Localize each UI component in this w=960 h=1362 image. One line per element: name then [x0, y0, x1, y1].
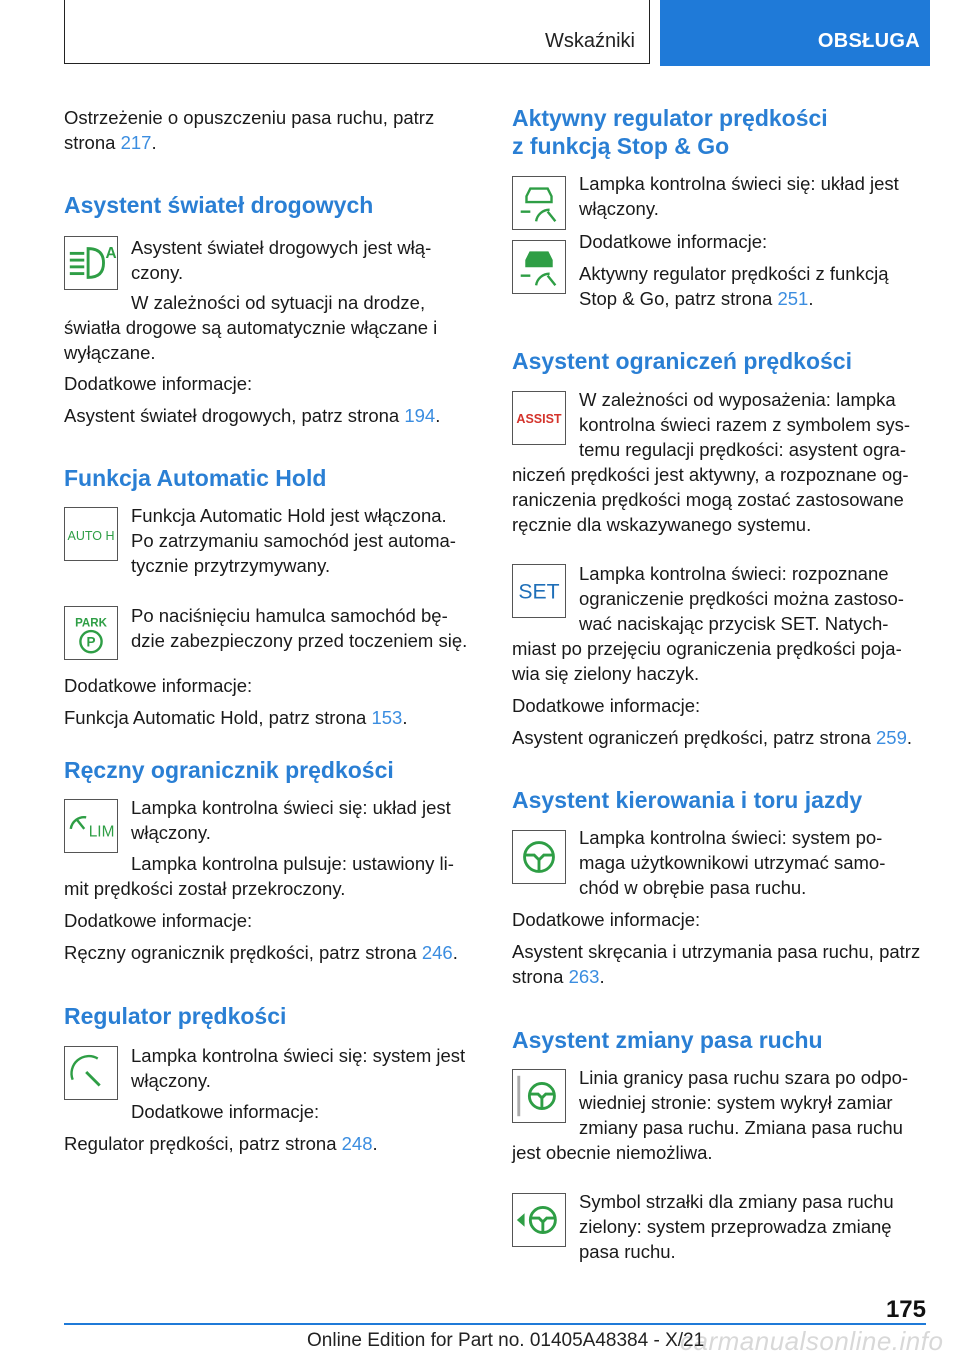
svg-text:SET: SET	[518, 580, 560, 604]
s3-more: Dodatkowe informacje:	[64, 910, 253, 931]
s3-p2b: mit prędkości został przekroczony.	[64, 878, 346, 899]
s1-p2b: światła drogowe są automatycznie włączane i	[64, 317, 438, 338]
svg-text:P: P	[86, 634, 96, 650]
r1-refb: Stop & Go, patrz strona 251.	[579, 288, 814, 309]
heading-lane-change-assist: Asystent zmiany pasa ruchu	[512, 1027, 823, 1053]
r1-more: Dodatkowe informacje:	[579, 231, 768, 252]
svg-text:LIM: LIM	[88, 823, 115, 841]
r4-p1c: zmiany pasa ruchu. Zmiana pasa ruchu	[579, 1117, 903, 1138]
watermark: carmanualsonline.info	[680, 1326, 944, 1356]
r3-p1b: maga użytkownikowi utrzymać samo‐	[579, 852, 886, 873]
r3-p1a: Lampka kontrolna świeci: system po‐	[579, 827, 883, 848]
high-beam-assistant-icon	[64, 236, 118, 290]
s1-p1a: Asystent świateł drogowych jest włą‐	[131, 237, 432, 258]
chapter-title: OBSŁUGA	[817, 30, 920, 52]
r1-refa: Aktywny regulator prędkości z funkcją	[579, 263, 889, 284]
intro-line-2: strona 217.	[64, 132, 157, 153]
page-link[interactable]: 217	[120, 132, 152, 153]
s3-p2a: Lampka kontrolna pulsuje: ustawiony li‐	[131, 853, 454, 874]
r4-p2b: zielony: system przeprowadza zmianę	[579, 1216, 892, 1237]
acc-active-icon	[512, 176, 566, 230]
r2-p1e: raniczenia prędkości mogą zostać zastosowane	[512, 489, 904, 510]
acc-info-icon	[512, 240, 566, 294]
svg-text:A: A	[105, 245, 117, 263]
lane-change-gray-icon	[512, 1069, 566, 1123]
r2-p1a: W zależności od wyposażenia: lampka	[579, 389, 896, 410]
s1-p2a: W zależności od sytuacji na drodze,	[131, 292, 426, 313]
r2-p1c: temu regulacji prędkości: asystent ogra‐	[579, 439, 906, 460]
svg-text:ASSIST: ASSIST	[516, 411, 562, 426]
s1-p2c: wyłączane.	[64, 342, 156, 363]
cruise-control-icon	[64, 1046, 118, 1100]
r2-p1b: kontrolna świeci razem z symbolem sys‐	[579, 414, 911, 435]
park-icon	[64, 606, 118, 660]
page-link[interactable]: 259	[876, 727, 907, 748]
page-link[interactable]: 194	[404, 405, 436, 426]
page-link[interactable]: 246	[421, 942, 453, 963]
r2-p2d: miast po przejęciu ograniczenia prędkości poja‐	[512, 638, 902, 659]
heading-cruise-control: Regulator prędkości	[64, 1003, 287, 1029]
s4-p1b: włączony.	[131, 1070, 211, 1091]
s1-ref: Asystent świateł drogowych, patrz strona 194.	[64, 405, 441, 426]
section-title: Wskaźniki	[544, 30, 635, 52]
heading-acc-stop-go-2: z funkcją Stop & Go	[512, 133, 730, 159]
s3-p1b: włączony.	[131, 822, 211, 843]
s2-ref: Funkcja Automatic Hold, patrz strona 153.	[64, 707, 408, 728]
r1-p1b: włączony.	[579, 198, 659, 219]
page-link[interactable]: 248	[341, 1133, 373, 1154]
r2-p2a: Lampka kontrolna świeci: rozpoznane	[579, 563, 889, 584]
r2-p2c: wać naciskając przycisk SET. Natych‐	[579, 613, 889, 634]
r2-ref: Asystent ograniczeń prędkości, patrz strona 259.	[512, 727, 913, 748]
s2-more: Dodatkowe informacje:	[64, 675, 253, 696]
s2-p1a: Funkcja Automatic Hold jest włączona.	[131, 505, 447, 526]
speed-limiter-icon	[64, 799, 118, 853]
page-header	[64, 0, 930, 66]
heading-automatic-hold: Funkcja Automatic Hold	[64, 465, 327, 491]
r2-p2e: wia się zielony haczyk.	[512, 663, 700, 684]
edition-text: Online Edition for Part no. 01405A48384 - X/21	[307, 1330, 705, 1351]
s2-p2b: dzie zabezpieczony przed toczeniem się.	[131, 630, 468, 651]
r2-p1d: niczeń prędkości jest aktywny, a rozpoznane og‐	[512, 464, 909, 485]
page-link[interactable]: 153	[371, 707, 403, 728]
page-link[interactable]: 251	[777, 288, 809, 309]
set-icon	[512, 564, 566, 618]
r2-p1f: ręcznie dla wskazywanego systemu.	[512, 514, 812, 535]
heading-manual-speed-limiter: Ręczny ogranicznik prędkości	[64, 757, 394, 783]
steering-wheel-icon	[512, 830, 566, 884]
r4-p1a: Linia granicy pasa ruchu szara po odpo‐	[579, 1067, 909, 1088]
r2-p2b: ograniczenie prędkości można zastoso‐	[579, 588, 904, 609]
s1-more: Dodatkowe informacje:	[64, 373, 253, 394]
r3-refb: strona 263.	[512, 966, 605, 987]
r4-p1d: jest obecnie niemożliwa.	[512, 1142, 713, 1163]
s2-p1c: tycznie przytrzymywany.	[131, 555, 331, 576]
auto-hold-icon	[64, 507, 118, 561]
r3-more: Dodatkowe informacje:	[512, 909, 701, 930]
r4-p1b: wiedniej stronie: system wykrył zamiar	[579, 1092, 893, 1113]
section-tab	[64, 0, 650, 64]
assist-icon	[512, 391, 566, 445]
s3-ref: Ręczny ogranicznik prędkości, patrz strona 246.	[64, 942, 458, 963]
s2-p2a: Po naciśnięciu hamulca samochód bę‐	[131, 605, 448, 626]
heading-speed-limit-assist: Asystent ograniczeń prędkości	[512, 348, 852, 374]
s4-more: Dodatkowe informacje:	[131, 1101, 320, 1122]
heading-high-beam-assistant: Asystent świateł drogowych	[64, 192, 374, 218]
r1-p1a: Lampka kontrolna świeci się: układ jest	[579, 173, 899, 194]
svg-text:AUTO H: AUTO H	[67, 528, 115, 543]
s4-p1a: Lampka kontrolna świeci się: system jest	[131, 1045, 466, 1066]
s3-p1a: Lampka kontrolna świeci się: układ jest	[131, 797, 451, 818]
s2-p1b: Po zatrzymaniu samochód jest automa‐	[131, 530, 456, 551]
footer-rule	[64, 1323, 926, 1325]
r3-refa: Asystent skręcania i utrzymania pasa ruchu, patrz	[512, 941, 921, 962]
svg-text:PARK: PARK	[75, 617, 107, 630]
heading-acc-stop-go-1: Aktywny regulator prędkości	[512, 105, 828, 131]
heading-steering-lane-assist: Asystent kierowania i toru jazdy	[512, 787, 863, 813]
page-link[interactable]: 263	[568, 966, 600, 987]
r2-more: Dodatkowe informacje:	[512, 695, 701, 716]
r4-p2c: pasa ruchu.	[579, 1241, 676, 1262]
chapter-tab	[660, 0, 930, 66]
lane-change-arrow-icon	[512, 1193, 566, 1247]
r4-p2a: Symbol strzałki dla zmiany pasa ruchu	[579, 1191, 894, 1212]
page-number: 175	[885, 1296, 926, 1323]
r3-p1c: chód w obrębie pasa ruchu.	[579, 877, 807, 898]
s4-ref: Regulator prędkości, patrz strona 248.	[64, 1133, 378, 1154]
s1-p1b: czony.	[131, 262, 184, 283]
intro-line-1: Ostrzeżenie o opuszczeniu pasa ruchu, patrz	[64, 107, 435, 128]
